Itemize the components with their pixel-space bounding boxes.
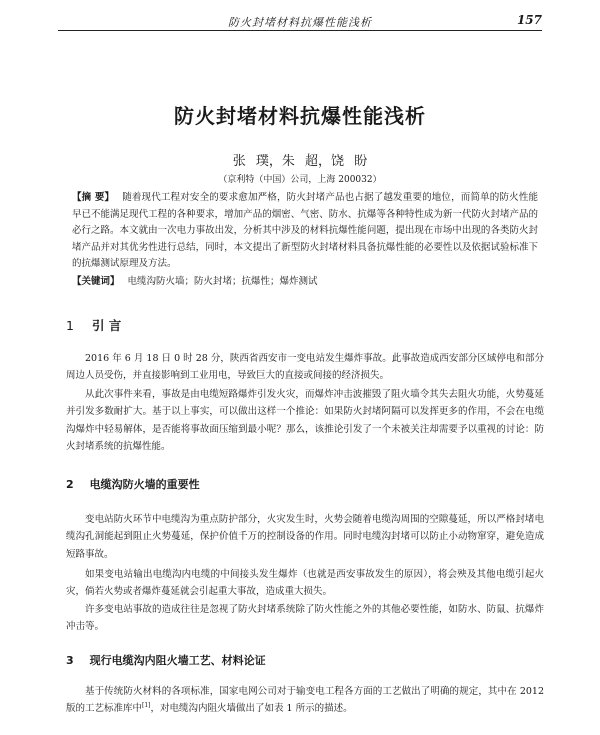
abstract-label: 【摘 要】 [72, 192, 115, 203]
section-title: 电缆沟防火墙的重要性 [89, 478, 200, 491]
abstract-text: 随着现代工程对安全的要求愈加严格，防火封堵产品也占据了越发重要的地位，而简单的防火性能早已不能满足现代工程的各种要求，增加产品的烟密、气密、防水、抗爆等各种特性成为新一代防火封堵产品的必行之路。本文就由一次电力事故出发，分析其中涉及的材料抗爆性能问题，提出现在市场中出现的各类防火封堵产品并对其优劣性进行总结，同时，本文提出了新型防火封堵材料具备抗爆性能的必要性以及依据试验标准下的抗爆测试原理及方法。 [72, 192, 538, 270]
section-number: 2 [66, 478, 74, 491]
section-number: 1 [66, 318, 74, 333]
paragraph-text: 基于传统防火材料的各项标准，国家电网公司对于输变电工程各方面的工艺做出了明确的规定，其中在 2012 版的工艺标准库中 [66, 686, 544, 715]
article-title: 防火封堵材料抗爆性能浅析 [174, 104, 426, 128]
keywords [72, 274, 538, 290]
section-number: 3 [66, 654, 74, 667]
running-title: 防火封堵材料抗爆性能浅析 [228, 16, 372, 29]
paragraph: 如果变电站输出电缆沟内电缆的中间接头发生爆炸（也就是西安事故发生的原因），将会殃及其他电缆引起火灾，倘若火势或者爆炸蔓延就会引起重大事故，造成重大损失。 [66, 569, 544, 598]
article-affiliation: （京利特（中国）公司，上海 200032） [218, 175, 382, 185]
citation-ref[interactable]: [1] [142, 702, 151, 710]
paragraph-text: ，对电缆沟内阻火墙做出了如表 1 所示的描述。 [150, 703, 353, 715]
section-title: 引 言 [91, 318, 122, 333]
section-1-heading [66, 316, 121, 334]
section-title: 现行电缆沟内阻火墙工艺、材料论证 [89, 654, 266, 667]
paragraph: 2016 年 6 月 18 日 0 时 28 分，陕西省西安市一变电站发生爆炸事故。此事故造成西安部分区域停电和部分周边人员受伤，并直接影响到工业用电，导致巨大的直接或间接的经济损失。 [66, 353, 544, 382]
section-3-heading [66, 652, 266, 668]
paragraph: 许多变电站事故的造成往往是忽视了防火封堵系统除了防火性能之外的其他必要性能，如防水、防鼠、抗爆炸冲击等。 [66, 604, 544, 633]
paragraph [66, 683, 544, 718]
page-number: 157 [516, 13, 542, 27]
article-authors: 张 璞，朱 超，饶 盼 [232, 154, 368, 169]
section-2-heading [66, 476, 200, 492]
keywords-label: 【关键词】 [72, 276, 120, 287]
running-header [58, 14, 542, 31]
keywords-text: 电缆沟防火墙；防火封堵；抗爆性；爆炸测试 [127, 276, 318, 287]
paragraph: 从此次事件来看，事故是由电缆短路爆炸引发火灾，而爆炸冲击波摧毁了阻火墙令其失去阻火功能，火势蔓延并引发多数耐扩大。基于以上事实，可以做出这样一个推论：如果防火封堵阿隔可以发挥更多的作用，不会在电缆沟爆炸中轻易解体，是否能将事故面压缩到最小呢？那么，该推论引发了一个未被关注却需要予以重视的讨论：防火封堵系统的抗爆性能。 [66, 389, 544, 453]
abstract [72, 190, 538, 273]
paragraph: 变电站防火环节中电缆沟为重点防护部分，火灾发生时，火势会随着电缆沟周围的空隙蔓延，所以严格封堵电缆沟孔洞能起到阻止火势蔓延，保护价值千万的控制设备的作用。同时电缆沟封堵可以防止小动物窜穿，避免造成短路事故。 [66, 514, 544, 560]
